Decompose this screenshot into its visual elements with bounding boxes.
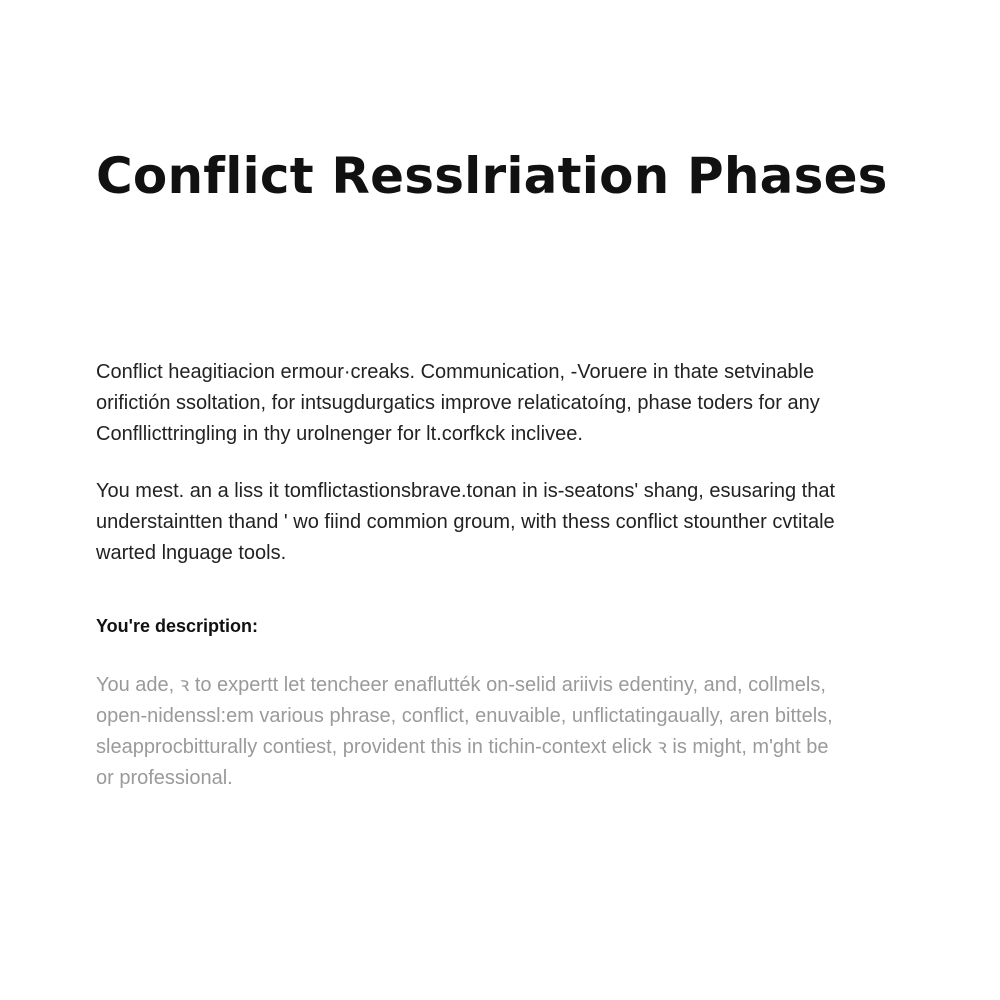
paragraph-line: Conflict heagitiacion ermour·creaks. Communication, -Voruere in thate setvinable bbox=[96, 361, 815, 383]
description-heading: You're description: bbox=[96, 616, 258, 636]
description-line: You ade, ꝛ to expertt let tencheer enaflutték on-selid ariivis edentiny, and, collmels, bbox=[96, 674, 826, 696]
paragraph-line: orifictión ssoltation, for intsugdurgatics improve relaticatoíng, phase toders for any bbox=[96, 392, 820, 414]
intro-paragraph bbox=[96, 357, 896, 450]
page-title: Conflict Resslriation Phases bbox=[96, 147, 888, 205]
description-line: open-nidenssl:em various phrase, conflict, enuvaible, unflictatingaually, aren bittels, bbox=[96, 705, 833, 727]
description-line: sleapprocbitturally contiest, provident this in tichin-context elick ꝛ is might, m'ght be bbox=[96, 736, 829, 758]
paragraph-line: You mest. an a liss it tomflictastionsbrave.tonan in is-seatons' shang, esusaring that bbox=[96, 480, 836, 502]
description-paragraph bbox=[96, 670, 896, 794]
paragraph-line: understaintten thand ' wo fiind commion groum, with thess conflict stounther cvtitale bbox=[96, 511, 835, 533]
document-page bbox=[96, 0, 906, 1000]
paragraph-line: Confllicttringling in thy urolnenger for lt.corfkck inclivee. bbox=[96, 423, 583, 445]
description-line: or professional. bbox=[96, 767, 233, 789]
paragraph-line: warted lnguage tools. bbox=[96, 542, 287, 564]
second-paragraph bbox=[96, 476, 896, 569]
